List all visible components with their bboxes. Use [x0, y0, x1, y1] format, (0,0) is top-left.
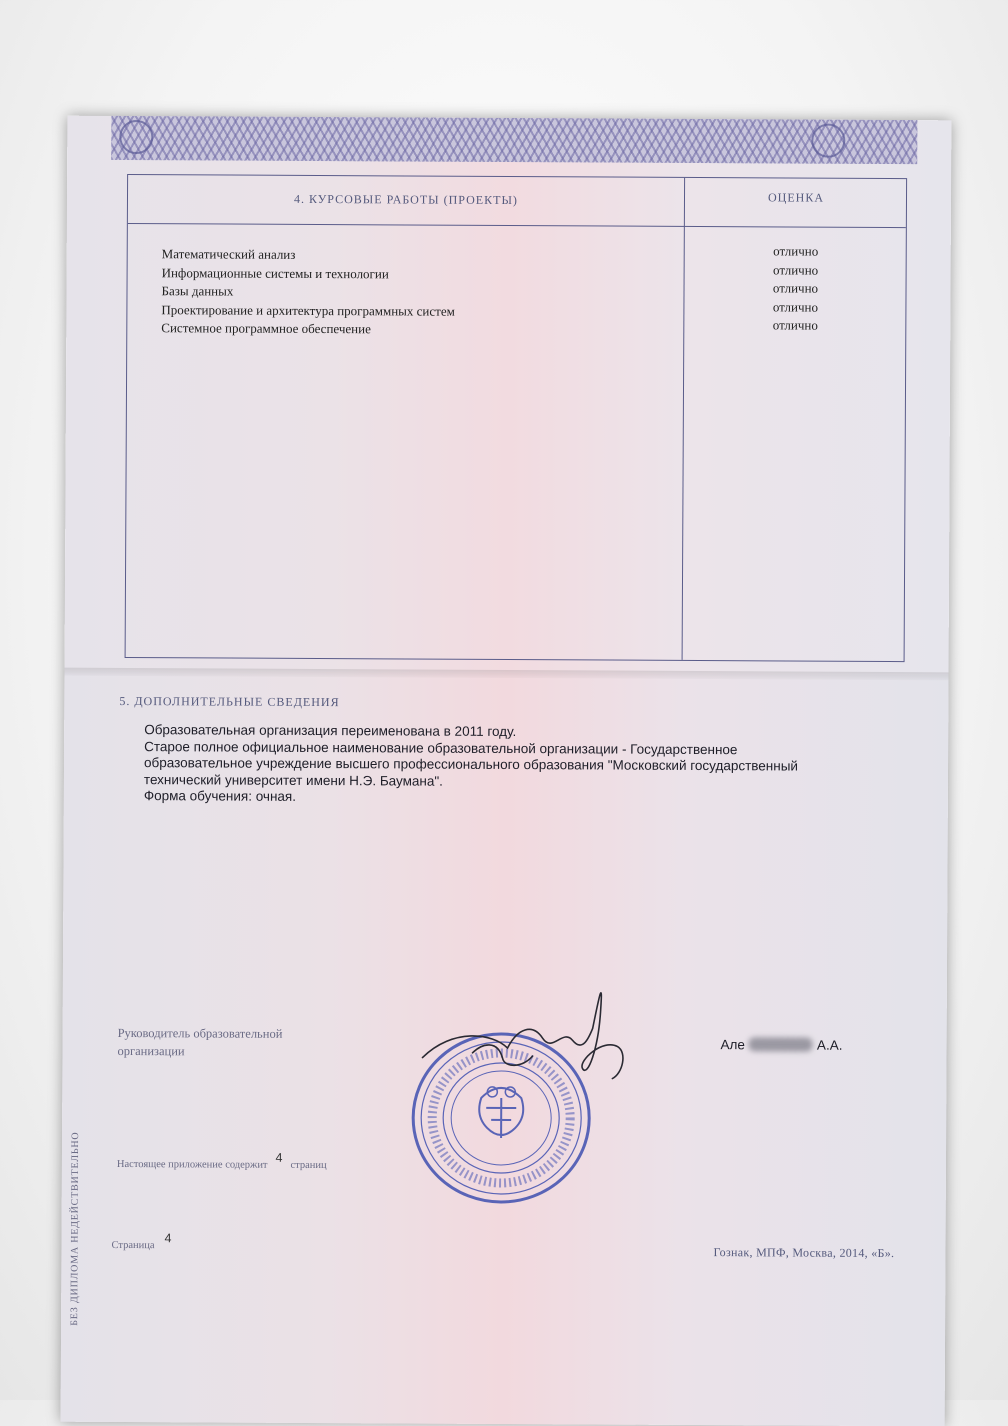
- course-grade: отлично: [772, 317, 818, 334]
- rosette-icon: [119, 120, 153, 154]
- course-grade: отлично: [773, 261, 819, 278]
- course-name: Математический анализ: [161, 246, 296, 262]
- guilloche-border: [111, 116, 917, 164]
- course-name: Проектирование и архитектура программных систем: [161, 301, 455, 319]
- signature-icon: [412, 968, 643, 1119]
- coursework-table: [125, 174, 908, 662]
- course-grade: отлично: [773, 243, 819, 259]
- grade-header: ОЦЕНКА: [767, 190, 825, 205]
- head-of-organization-label: Руководитель образовательной организации: [117, 1025, 283, 1059]
- side-validity-note: БЕЗ ДИПЛОМА НЕДЕЙСТВИТЕЛЬНО: [69, 1131, 82, 1326]
- course-name: Базы данных: [161, 283, 234, 299]
- course-name: Информационные системы и технологии: [161, 264, 389, 281]
- info-line: образовательное учреждение высшего профессионального образования "Московский государственный: [143, 755, 799, 774]
- printer-imprint: Гознак, МПФ, Москва, 2014, «Б».: [713, 1245, 895, 1261]
- redacted-name: [749, 1037, 813, 1051]
- page-number: 4: [164, 1231, 172, 1246]
- head-name: Але А.А.: [720, 1037, 843, 1053]
- course-list: [161, 245, 455, 340]
- diploma-supplement-page: [61, 116, 952, 1426]
- course-grade: отлично: [772, 280, 819, 296]
- course-name: Системное программное обеспечение: [161, 320, 371, 337]
- rosette-icon: [811, 124, 845, 158]
- page-number-line: Страница4: [111, 1231, 172, 1252]
- info-line: Старое полное официальное наименование образовательной организации - Государственное: [144, 738, 738, 757]
- info-line: технический университет имени Н.Э. Баумана".: [143, 771, 444, 789]
- additional-info-title: 5. ДОПОЛНИТЕЛЬНЫЕ СВЕДЕНИЯ: [119, 693, 340, 710]
- pages-count-line: Настоящее приложение содержит4страниц: [116, 1150, 327, 1172]
- course-grade: отлично: [772, 299, 819, 315]
- info-line: Образовательная организация переименована в 2011 году.: [144, 722, 517, 740]
- coursework-header: 4. КУРСОВЫЕ РАБОТЫ (ПРОЕКТЫ): [294, 191, 518, 208]
- additional-info-text: [144, 722, 844, 808]
- grade-list: [683, 242, 907, 336]
- pages-count: 4: [275, 1150, 283, 1165]
- info-line: Форма обучения: очная.: [143, 788, 297, 804]
